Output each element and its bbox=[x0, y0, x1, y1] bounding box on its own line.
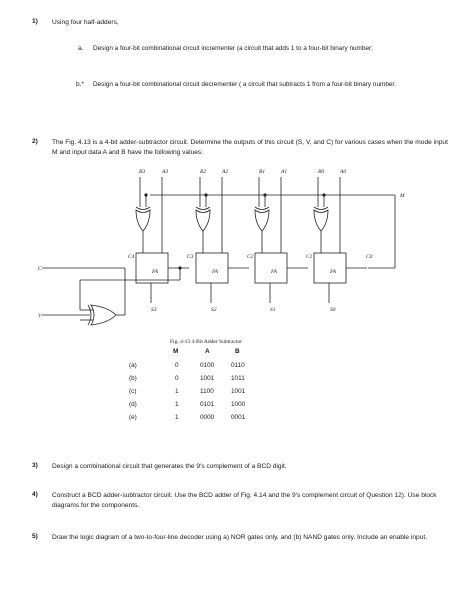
full-adder-box bbox=[136, 253, 168, 283]
input-label-a2: A2 bbox=[222, 169, 229, 175]
overflow-xor-gate bbox=[80, 268, 180, 325]
q1b-label: b.* bbox=[76, 81, 85, 88]
input-label-a3: A3 bbox=[162, 169, 169, 175]
fa-label-0: FA bbox=[330, 269, 337, 275]
fa-label-3: FA bbox=[152, 269, 159, 275]
table-cell-a: 1001 bbox=[200, 375, 215, 382]
sum-label-s3: S3 bbox=[151, 307, 157, 313]
fa-label-2: FA bbox=[212, 269, 219, 275]
fa-label-1: FA bbox=[271, 269, 278, 275]
xor-gate-input-curve bbox=[136, 207, 150, 210]
table-row-label: (e) bbox=[129, 414, 137, 421]
table-cell-m: 0 bbox=[175, 362, 179, 369]
overflow-label: V bbox=[38, 313, 42, 319]
q1-text: Using four half-adders, bbox=[52, 19, 119, 26]
q2-number: 2) bbox=[32, 138, 38, 145]
full-adder-box bbox=[314, 253, 346, 283]
table-cell-m: 1 bbox=[175, 401, 179, 408]
input-label-b0: B0 bbox=[318, 169, 325, 175]
q1b-text: Design a four-bit combinational circuit decrementer ( a circuit that subtracts 1 from a four-bit binary number. bbox=[93, 81, 396, 88]
xor-gate-input-curve bbox=[255, 207, 269, 210]
xor-gate bbox=[136, 210, 150, 231]
q3-text: Design a combinational circuit that generates the 9's complement of a BCD digit. bbox=[52, 463, 287, 470]
table-cell-b: 1000 bbox=[231, 401, 246, 408]
carry-label-c3: C3 bbox=[187, 254, 194, 260]
table-row-label: (c) bbox=[129, 388, 137, 395]
table-cell-b: 1001 bbox=[231, 388, 246, 395]
table-row-label: (b) bbox=[129, 375, 137, 382]
input-label-b1: B1 bbox=[259, 169, 266, 175]
input-label-a1: A1 bbox=[281, 169, 288, 175]
q4-text: Construct a BCD adder-subtractor circuit. Use the BCD adder of Fig. 4.14 and the 9's complement circuit of Question 12). Use block diagrams for the components. bbox=[52, 492, 437, 509]
xor-gate bbox=[255, 210, 269, 231]
table-header-m: M bbox=[173, 348, 179, 355]
table-header-a: A bbox=[205, 348, 210, 355]
table-cell-b: 0110 bbox=[231, 362, 245, 369]
input-label-a0: A0 bbox=[340, 169, 347, 175]
carry-out-label: C bbox=[38, 266, 42, 272]
xor-gate-input-curve bbox=[196, 207, 210, 210]
xor-gate-input-curve bbox=[314, 207, 328, 210]
adder-subtractor-circuit bbox=[30, 165, 430, 340]
table-cell-a: 0000 bbox=[200, 414, 215, 421]
table-cell-m: 1 bbox=[175, 414, 179, 421]
carry-label-c0: C0 bbox=[366, 254, 373, 260]
table-cell-a: 0101 bbox=[200, 401, 215, 408]
q1-number: 1) bbox=[32, 18, 38, 25]
carry-label-c2: C2 bbox=[247, 254, 254, 260]
figure-caption: Fig. 4-13 4-Bit Adder Subtractor bbox=[170, 339, 242, 345]
mode-label: M bbox=[400, 193, 405, 199]
table-cell-a: 1100 bbox=[200, 388, 214, 395]
sum-label-s0: S0 bbox=[330, 307, 336, 313]
input-label-b2: B2 bbox=[200, 169, 207, 175]
table-cell-a: 0100 bbox=[200, 362, 215, 369]
table-cell-b: 1011 bbox=[231, 375, 245, 382]
carry-label-c4: C4 bbox=[128, 254, 135, 260]
table-header-b: B bbox=[235, 348, 240, 355]
q1a-text: Design a four-bit combinational circuit incrementer (a circuit that adds 1 to a four-bit binary number; bbox=[93, 45, 373, 52]
q2-text: The Fig. 4.13 is a 4-bit adder-subtractor circuit. Determine the outputs of this circuit (S, V, and C) for various cases when the mode input M and input data A and B have the following values: bbox=[52, 139, 448, 156]
table-cell-b: 0001 bbox=[231, 414, 246, 421]
table-cell-m: 0 bbox=[175, 375, 179, 382]
sum-label-s2: S2 bbox=[211, 307, 217, 313]
q3-number: 3) bbox=[32, 462, 38, 469]
carry-label-c1: C1 bbox=[306, 254, 313, 260]
q4-number: 4) bbox=[32, 491, 38, 498]
table-row-label: (d) bbox=[129, 401, 137, 408]
q1a-label: a. bbox=[78, 45, 84, 52]
table-cell-m: 1 bbox=[175, 388, 179, 395]
xor-gate bbox=[314, 210, 328, 231]
table-row-label: (a) bbox=[129, 362, 137, 369]
q5-number: 5) bbox=[32, 533, 38, 540]
sum-label-s1: S1 bbox=[270, 307, 276, 313]
q5-text: Draw the logic diagram of a two-to-four-line decoder using a) NOR gates only, and (b) NAND gates only. Include an enable input. bbox=[52, 534, 428, 541]
full-adder-box bbox=[255, 253, 287, 283]
xor-gate bbox=[196, 210, 210, 231]
full-adder-box bbox=[196, 253, 228, 283]
input-label-b3: B3 bbox=[139, 169, 146, 175]
